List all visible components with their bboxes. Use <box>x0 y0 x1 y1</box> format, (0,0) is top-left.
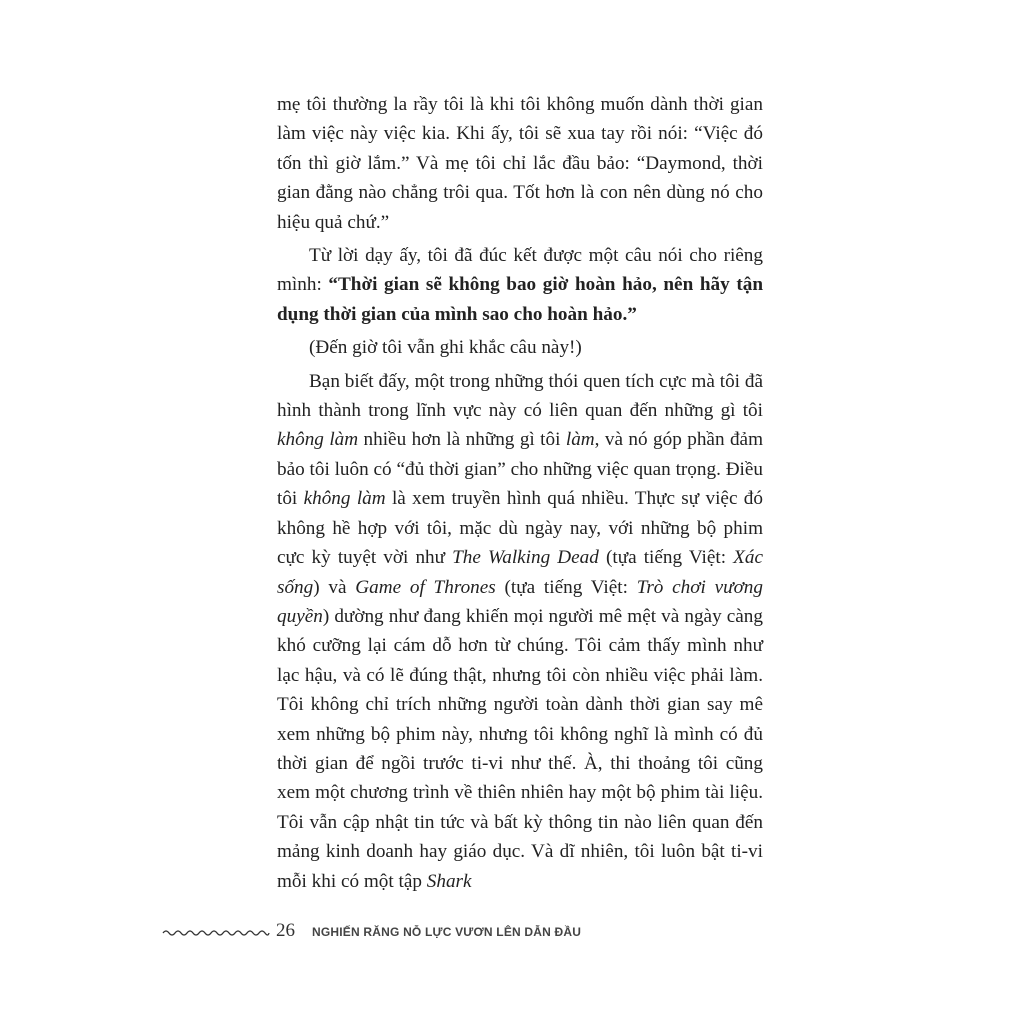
italic-the-walking-dead: The Walking Dead <box>452 547 599 569</box>
paragraph-4-segment: , và nó góp phần đảm bảo tôi luôn có “đủ thời gian” cho những việc quan trọng. Điều tôi <box>277 429 763 510</box>
paragraph-1: mẹ tôi thường la rầy tôi là khi tôi không muốn dành thời gian làm việc này việc kia. Khi ấy, tôi sẽ xua tay rồi nói: “Việc đó tốn thì giờ lắm.” Và mẹ tôi chỉ lắc đầu bảo: “Daymond, thời gian đằng nào chẳng trôi qua. Tốt hơn là con nên dùng nó cho hiệu quả chứ.” <box>277 94 763 233</box>
paragraph-4-segment: Bạn biết đấy, một trong những thói quen tích cực mà tôi đã hình thành trong lĩnh vực này có liên quan đến những gì tôi <box>277 370 763 422</box>
paragraph-2 <box>277 241 763 329</box>
italic-shark: Shark <box>426 870 472 892</box>
italic-tro-choi-vuong-quyen: Trò chơi vương quyền <box>277 576 763 627</box>
bold-quote: “Thời gian sẽ không bao giờ hoàn hảo, nên hãy tận dụng thời gian của mình sao cho hoàn hảo.” <box>277 274 763 325</box>
italic-lam: làm <box>565 429 595 451</box>
paragraph-3: (Đến giờ tôi vẫn ghi khắc câu này!) <box>309 337 582 359</box>
page-footer <box>162 917 762 947</box>
italic-khong-lam-1: không làm <box>277 429 359 451</box>
page-body <box>277 90 763 900</box>
italic-game-of-thrones: Game of Thrones <box>355 576 496 598</box>
italic-xac-song: Xác sống <box>277 547 763 598</box>
paragraph-4-segment: (tựa tiếng Việt: <box>598 547 734 569</box>
paragraph-4-segment: nhiều hơn là những gì tôi <box>358 429 566 451</box>
paragraph-4-segment: ) dường như đang khiến mọi người mê mệt và ngày càng khó cưỡng lại cám dỗ hơn từ chúng. Tôi cảm thấy mình như lạc hậu, và có lẽ đúng thật, nhưng tôi còn nhiều việc phải làm. Tôi không chỉ trích những người toàn dành thời gian say mê xem những bộ phim này, nhưng tôi không nghĩ là mình có đủ thời gian để ngồi trước ti-vi như thế. À, thi thoảng tôi cũng xem một chương trình về thiên nhiên hay một bộ phim tài liệu. Tôi vẫn cập nhật tin tức và bất kỳ thông tin nào liên quan đến mảng kinh doanh hay giáo dục. Và dĩ nhiên, tôi luôn bật ti-vi mỗi khi có một tập <box>277 605 763 892</box>
page-number: 26 <box>276 920 295 941</box>
paragraph-4-segment: (tựa tiếng Việt: <box>495 576 637 598</box>
paragraph-4-segment: là xem truyền hình quá nhiều. Thực sự việc đó không hề hợp với tôi, mặc dù ngày nay, với những bộ phim cực kỳ tuyệt vời như <box>277 488 763 569</box>
wave-ornament-icon <box>162 927 270 939</box>
paragraph-4 <box>277 367 763 896</box>
paragraph-2-text: Từ lời dạy ấy, tôi đã đúc kết được một câu nói cho riêng mình: <box>277 245 763 296</box>
running-book-title: NGHIẾN RĂNG NỖ LỰC VƯƠN LÊN DẪN ĐẦU <box>312 925 582 939</box>
paragraph-4-segment: ) và <box>313 576 356 598</box>
italic-khong-lam-2: không làm <box>303 488 386 510</box>
